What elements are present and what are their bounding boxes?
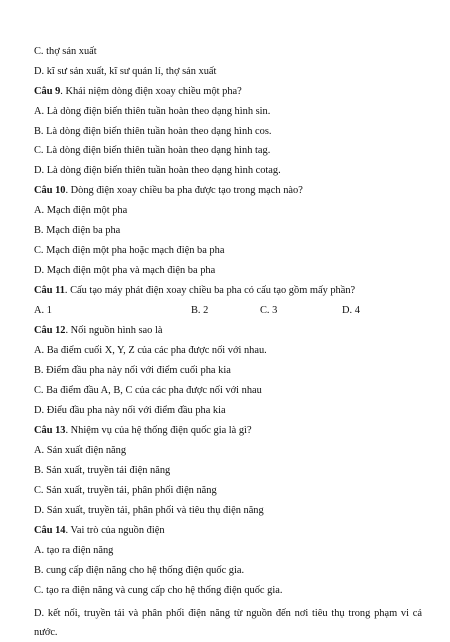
- option-a: A. 1: [34, 305, 52, 316]
- question-number: Câu 10: [34, 185, 66, 196]
- question-number: Câu 14: [34, 525, 66, 536]
- option-line: A. Sản xuất điện năng: [34, 445, 127, 456]
- option-line: C. thợ sản xuất: [34, 46, 97, 57]
- question-line: [34, 524, 422, 537]
- option-c: C. 3: [260, 305, 278, 316]
- question-number: Câu 11: [34, 285, 65, 296]
- option-line: A. Ba điểm cuối X, Y, Z của các pha được nối với nhau.: [34, 345, 267, 356]
- question-line: [34, 184, 422, 197]
- question-line: [34, 324, 422, 337]
- question-number: Câu 12: [34, 325, 66, 336]
- question-text: . Dòng điện xoay chiều ba pha được tạo trong mạch nào?: [65, 185, 303, 196]
- question-number: Câu 13: [34, 425, 66, 436]
- question-line: [34, 424, 422, 437]
- option-line: A. tạo ra điện năng: [34, 545, 114, 556]
- question-text: . Vai trò của nguồn điện: [65, 525, 165, 536]
- option-line: C. Là dòng điện biến thiên tuần hoàn theo dạng hình tag.: [34, 145, 271, 156]
- option-line: B. Sản xuất, truyền tải điện năng: [34, 465, 171, 476]
- question-text: . Khái niệm dòng điện xoay chiều một pha?: [60, 86, 242, 97]
- question-line: [34, 85, 422, 98]
- question-text: . Cấu tạo máy phát điện xoay chiều ba pha có cấu tạo gồm mấy phần?: [64, 285, 356, 296]
- question-number: Câu 9: [34, 86, 61, 97]
- option-line: D. Sản xuất, truyền tải, phân phối và tiêu thụ điện năng: [34, 505, 264, 516]
- option-line: C. Sản xuất, truyền tải, phân phối điện năng: [34, 485, 217, 496]
- option-line: D. Mạch điện một pha và mạch điện ba pha: [34, 265, 216, 276]
- option-line: C. tạo ra điện năng và cung cấp cho hệ thống điện quốc gia.: [34, 585, 283, 596]
- option-line: B. Mạch điện ba pha: [34, 225, 121, 236]
- option-b: B. 2: [191, 305, 209, 316]
- option-line-wrapped: D. kết nối, truyền tải và phân phối điện năng từ nguồn đến nơi tiêu thụ trong phạm vi cả nước.: [34, 608, 422, 638]
- options-row: [34, 304, 434, 317]
- question-text: . Nối nguồn hình sao là: [65, 325, 163, 336]
- option-line: B. cung cấp điện năng cho hệ thống điện quốc gia.: [34, 565, 245, 576]
- option-line: D. Điểu đầu pha này nối với điểm đầu pha kia: [34, 405, 226, 416]
- option-line: D. Là dòng điện biến thiên tuần hoàn theo dạng hình cotag.: [34, 165, 281, 176]
- option-line: D. kĩ sư sản xuất, kĩ sư quản lí, thợ sản xuất: [34, 66, 217, 77]
- option-line: A. Mạch điện một pha: [34, 205, 128, 216]
- question-line: [34, 284, 422, 297]
- option-line: B. Điểm đầu pha này nối với điểm cuối pha kia: [34, 365, 231, 376]
- option-line: A. Là dòng điện biến thiên tuần hoàn theo dạng hình sin.: [34, 106, 271, 117]
- option-line: C. Mạch điện một pha hoặc mạch điện ba pha: [34, 245, 225, 256]
- question-text: . Nhiệm vụ của hệ thống điện quốc gia là gì?: [65, 425, 252, 436]
- option-line: B. Là dòng điện biến thiên tuần hoàn theo dạng hình cos.: [34, 126, 272, 137]
- option-d: D. 4: [342, 305, 360, 316]
- option-line: C. Ba điểm đầu A, B, C của các pha được nối với nhau: [34, 385, 262, 396]
